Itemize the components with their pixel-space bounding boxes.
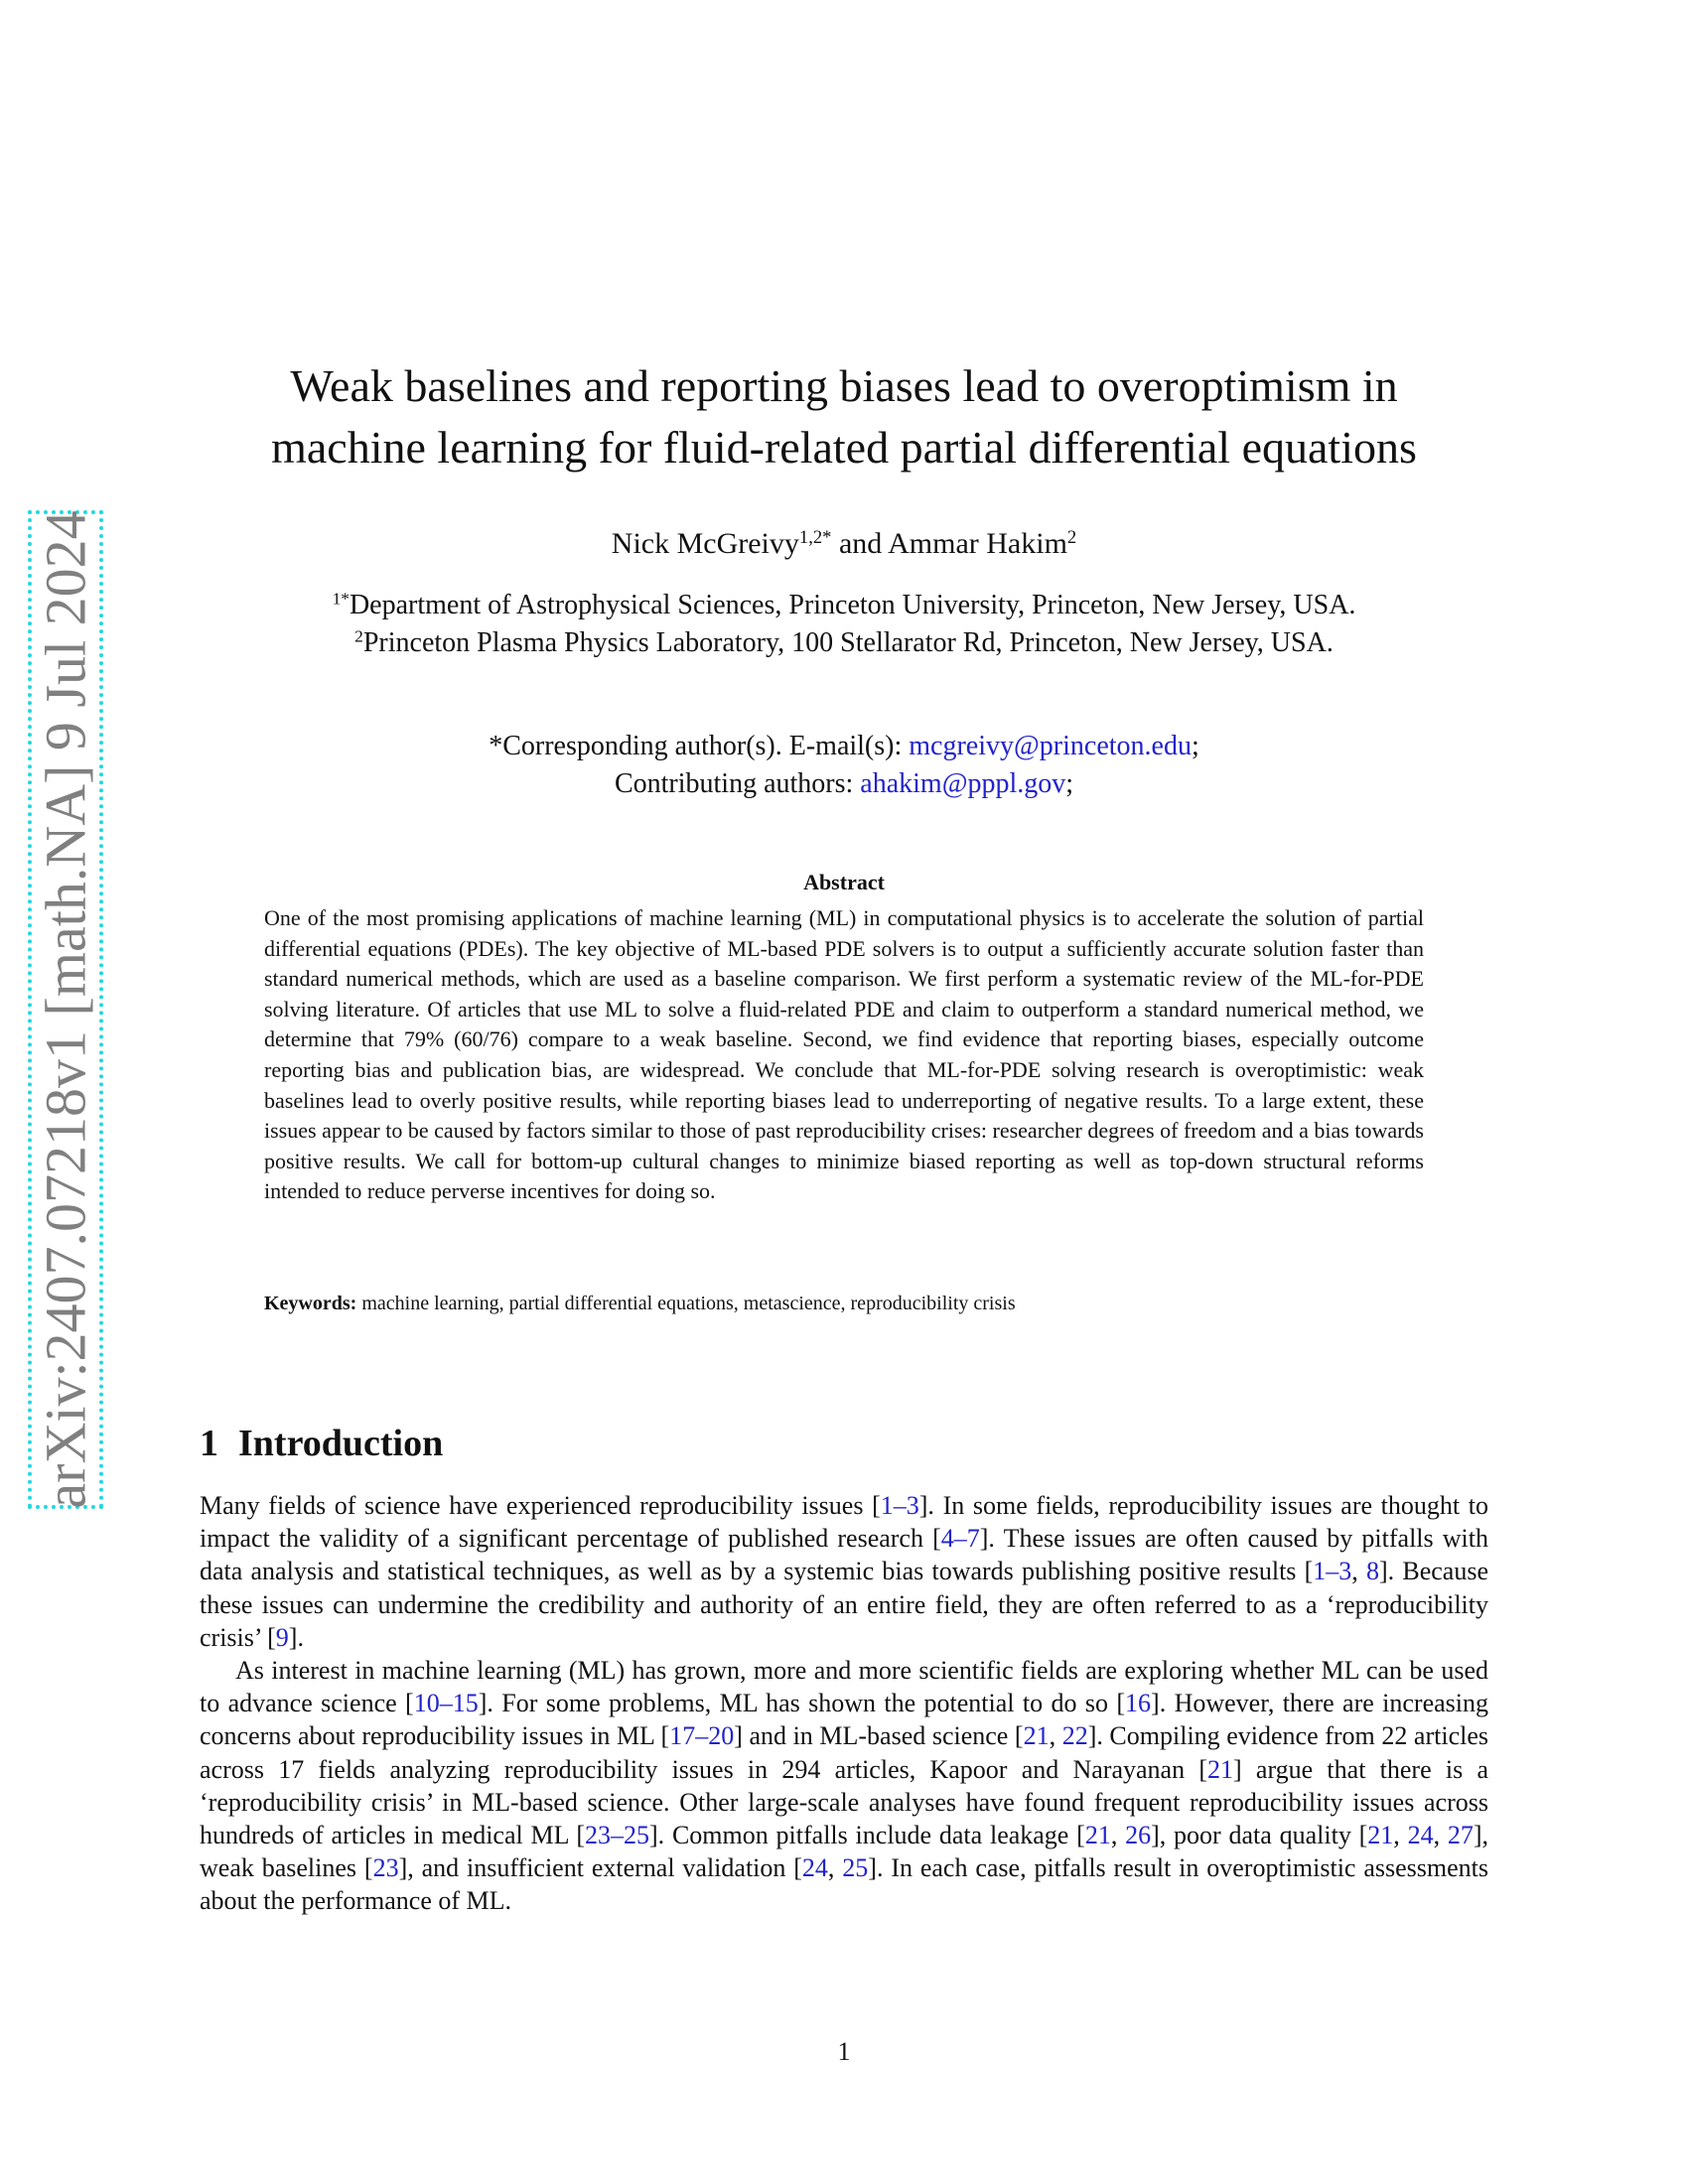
body-text-run: , bbox=[1393, 1821, 1408, 1850]
body-text-run: As interest in machine learning (ML) has grown, more and more scientific fields are exploring whether ML can be used to advance science [ bbox=[200, 1656, 1488, 1718]
corresponding-email-link[interactable]: mcgreivy@princeton.edu bbox=[909, 731, 1192, 761]
section-body bbox=[200, 1489, 1488, 1918]
contributing-label: Contributing authors: bbox=[614, 768, 861, 799]
abstract-text: One of the most promising applications of machine learning (ML) in computational physics is to accelerate the solution of partial differential equations (PDEs). The key objective of ML-based PDE solvers is to output a sufficiently accurate solution faster than standard numerical methods, which are used as a baseline comparison. We first perform a systematic review of the ML-for-PDE solving literature. Of articles that use ML to solve a fluid-related PDE and claim to outperform a standard numerical method, we determine that 79% (60/76) compare to a weak baseline. Second, we find evidence that reporting biases, especially outcome reporting bias and publication bias, are widespread. We conclude that ML-for-PDE solving research is overoptimistic: weak baselines lead to overly positive results, while reporting biases lead to underreporting of negative results. To a large extent, these issues appear to be caused by factors similar to those of past reproducibility crises: researcher degrees of freedom and a bias towards positive results. We call for bottom-up cultural changes to minimize biased reporting as well as top-down structural reforms intended to reduce perverse incentives for doing so. bbox=[264, 905, 1424, 1204]
section-title: Introduction bbox=[238, 1423, 444, 1464]
citation-link[interactable]: 23 bbox=[372, 1853, 399, 1883]
body-text-run: ]. bbox=[288, 1622, 304, 1652]
citation-link[interactable]: 1–3 bbox=[1313, 1557, 1352, 1586]
page-number: 1 bbox=[837, 2037, 851, 2066]
body-text-run: , bbox=[1049, 1721, 1062, 1751]
author-name: Nick McGreivy bbox=[611, 527, 799, 560]
body-text-run: , bbox=[1110, 1821, 1126, 1850]
citation-link[interactable]: 24 bbox=[1407, 1821, 1434, 1850]
body-text-run: ]. In each case, pitfalls result in overoptimistic assessments about the performance of ML. bbox=[200, 1853, 1488, 1916]
affiliation-text: Princeton Plasma Physics Laboratory, 100 Stellarator Rd, Princeton, New Jersey, USA. bbox=[362, 627, 1334, 658]
citation-link[interactable]: 24 bbox=[801, 1853, 828, 1883]
section-number: 1 bbox=[200, 1423, 218, 1464]
affiliation-1 bbox=[199, 587, 1489, 624]
citation-link[interactable]: 23–25 bbox=[585, 1821, 650, 1850]
affiliation-text: Department of Astrophysical Sciences, Princeton University, Princeton, New Jersey, USA. bbox=[349, 590, 1356, 620]
body-text-run: ]. Because these issues can undermine the credibility and authority of an entire field, they are often referred to as a ‘reproducibility crisis’ [ bbox=[200, 1557, 1489, 1652]
citation-link[interactable]: 21 bbox=[1367, 1821, 1394, 1850]
body-text-run: , bbox=[827, 1853, 843, 1883]
body-text-run: ], poor data quality [ bbox=[1151, 1821, 1368, 1850]
author-conjunction: and bbox=[831, 527, 889, 560]
correspondence bbox=[199, 728, 1489, 803]
body-text-run: ], and insufficient external validation [ bbox=[398, 1853, 802, 1883]
arxiv-stamp bbox=[28, 510, 103, 1509]
body-text-run: ]. These issues are often caused by pitfalls with data analysis and statistical techniques, as well as by a systemic bias towards publishing positive results [ bbox=[200, 1524, 1488, 1586]
corresponding-label: *Corresponding author(s). E-mail(s): bbox=[489, 731, 910, 761]
citation-link[interactable]: 16 bbox=[1125, 1689, 1152, 1718]
title-line-2: machine learning for fluid-related partial differential equations bbox=[271, 422, 1417, 473]
keywords bbox=[264, 1293, 1424, 1315]
section-heading bbox=[200, 1422, 443, 1465]
citation-link[interactable]: 17–20 bbox=[669, 1721, 735, 1751]
title-line-1: Weak baselines and reporting biases lead to overoptimism in bbox=[290, 360, 1398, 411]
citation-link[interactable]: 8 bbox=[1366, 1557, 1380, 1586]
arxiv-identifier: arXiv:2407.07218v1 [math.NA] 9 Jul 2024 bbox=[33, 510, 98, 1509]
citation-link[interactable]: 10–15 bbox=[413, 1689, 479, 1718]
body-text-run: ]. For some problems, ML has shown the potential to do so [ bbox=[478, 1689, 1126, 1718]
citation-link[interactable]: 22 bbox=[1061, 1721, 1088, 1751]
keywords-label: Keywords: bbox=[264, 1293, 357, 1314]
citation-link[interactable]: 1–3 bbox=[880, 1491, 919, 1520]
citation-link[interactable]: 9 bbox=[275, 1622, 289, 1652]
citation-link[interactable]: 27 bbox=[1447, 1821, 1474, 1850]
citation-link[interactable]: 21 bbox=[1084, 1821, 1111, 1850]
citation-link[interactable]: 21 bbox=[1023, 1721, 1050, 1751]
citation-link[interactable]: 25 bbox=[842, 1853, 869, 1883]
body-text-run: ]. Common pitfalls include data leakage [ bbox=[649, 1821, 1085, 1850]
body-text-run: ]. Compiling evidence from 22 articles across 17 fields analyzing reproducibility issues in 294 articles, Kapoor and Narayanan [ bbox=[200, 1721, 1488, 1784]
author-affiliation-marker: 1,2* bbox=[798, 526, 832, 548]
contributing-authors-line bbox=[199, 765, 1489, 803]
punctuation: ; bbox=[1191, 731, 1199, 761]
paper-title bbox=[199, 355, 1489, 478]
body-text-run: ]. In some fields, reproducibility issues are thought to impact the validity of a significant percentage of published research [ bbox=[200, 1491, 1488, 1554]
author-list bbox=[199, 527, 1489, 561]
body-text-run: ] and in ML-based science [ bbox=[734, 1721, 1024, 1751]
citation-link[interactable]: 21 bbox=[1207, 1754, 1233, 1784]
body-text-run: Many fields of science have experienced reproducibility issues [ bbox=[200, 1491, 881, 1520]
corresponding-author-line bbox=[199, 728, 1489, 765]
body-text-run: , bbox=[1351, 1557, 1367, 1586]
citation-link[interactable]: 26 bbox=[1125, 1821, 1152, 1850]
paragraph bbox=[200, 1489, 1488, 1654]
affiliation-marker: 2 bbox=[354, 626, 363, 646]
affiliation-marker: 1* bbox=[332, 589, 350, 609]
citation-link[interactable]: 4–7 bbox=[940, 1524, 980, 1554]
body-text-run: ]. However, there are increasing concerns about reproducibility issues in ML [ bbox=[200, 1689, 1489, 1751]
author-affiliation-marker: 2 bbox=[1066, 526, 1077, 548]
body-text-run: ], weak baselines [ bbox=[200, 1821, 1489, 1883]
paragraph bbox=[200, 1654, 1488, 1918]
contributing-email-link[interactable]: ahakim@pppl.gov bbox=[860, 768, 1066, 799]
body-text-run: ] argue that there is a ‘reproducibility crisis’ in ML-based science. Other large-scale analyses have found frequent reproducibility issues across hundreds of articles in medical ML [ bbox=[200, 1754, 1489, 1850]
punctuation: ; bbox=[1065, 768, 1074, 799]
abstract-heading: Abstract bbox=[803, 870, 885, 894]
affiliation-2 bbox=[199, 624, 1489, 662]
keywords-text: machine learning, partial differential equations, metascience, reproducibility crisis bbox=[356, 1293, 1016, 1314]
affiliations bbox=[199, 587, 1489, 662]
body-text-run: , bbox=[1433, 1821, 1448, 1850]
author-name: Ammar Hakim bbox=[888, 527, 1067, 560]
